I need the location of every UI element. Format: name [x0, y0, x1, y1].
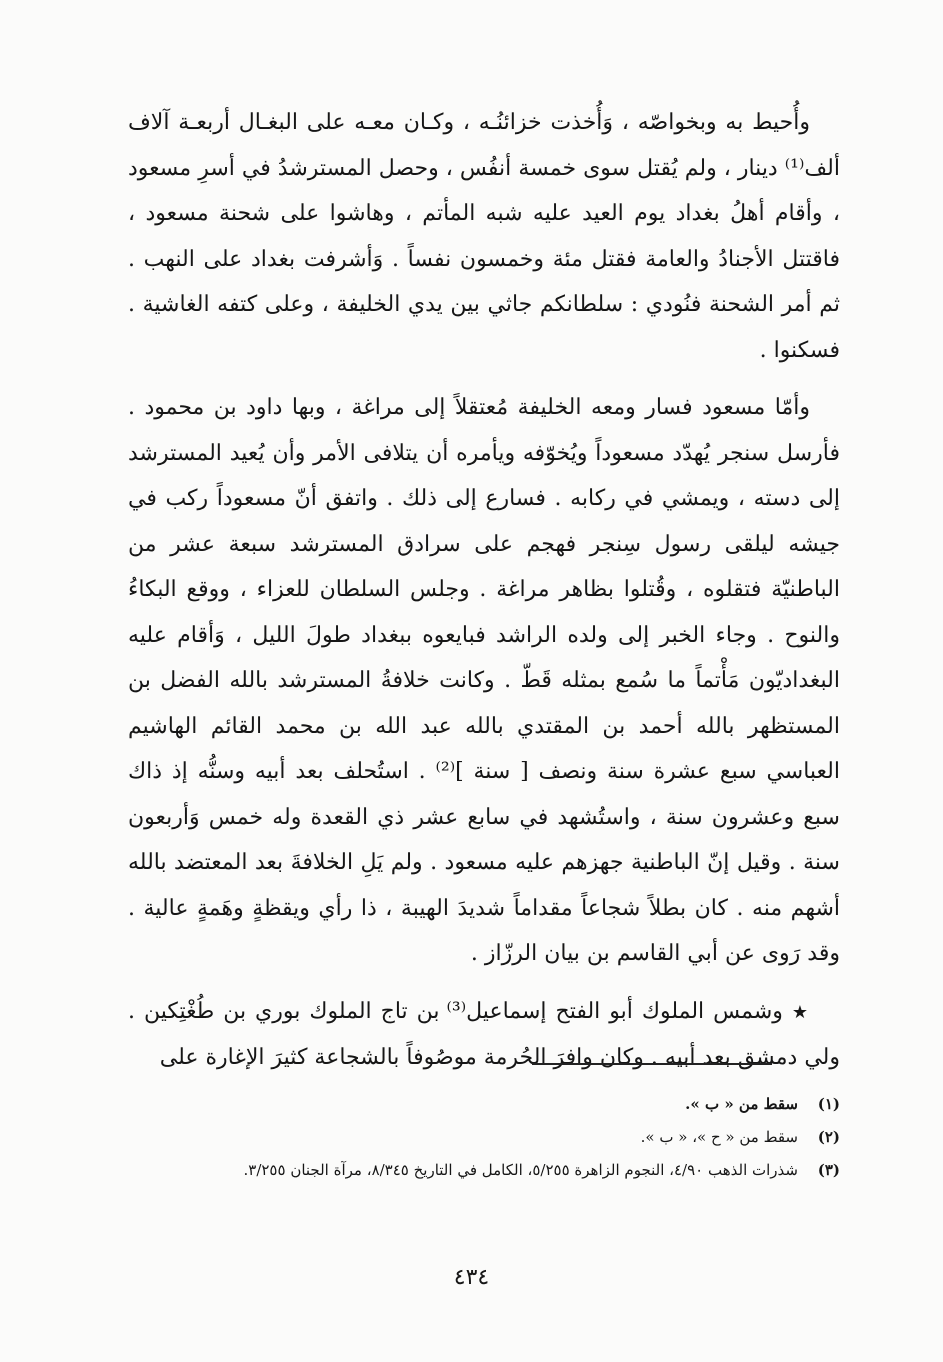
footnote-text: سقط من « ب ». — [685, 1095, 798, 1113]
footnote-text: سقط من « ح »، « ب ». — [640, 1128, 798, 1146]
main-text — [128, 100, 840, 1081]
paragraph-3-text: وشمس الملوك أبو الفتح إسماعيل⁽³⁾ بن تاج الملوك بوري بن طُغْتِكين . ولي دمشق بعد أبيه . وكان وافرَ الحُرمة موصُوفاً بالشجاعة كثيرَ الإغارة على — [128, 998, 840, 1070]
footnote-3 — [128, 1156, 840, 1185]
star-icon: ★ — [791, 1001, 810, 1023]
paragraph-2: وأمّا مسعود فسار ومعه الخليفة مُعتقلاً إلى مراغة ، وبها داود بن محمود . فأرسل سنجر يُهدّد مسعوداً ويُخوّفه ويأمره أن يتلافى الأمر وأن يُعيد المسترشد إلى دسته ، ويمشي في ركابه . فسارع إلى ذلك . واتفق أنّ مسعوداً ركب في جيشه ليلقى رسول سِنجر فهجم على سرادق المسترشد سبعة عشر من الباطنيّة فتقلوه ، وقُتلوا بظاهر مراغة . وجلس السلطان للعزاء ، ووقع البكاءُ والنوح . وجاء الخبر إلى ولده الراشد فبايعوه ببغداد طولَ الليل ، وَأقام عليه البغداديّون مَأْتماً ما سُمع بمثله قَطّ . وكانت خلافةُ المسترشد بالله الفضل بن المستظهر بالله أحمد بن المقتدي بالله عبد الله بن محمد القائم الهاشيم العباسي سبع عشرة سنة ونصف [ سنة ]⁽²⁾ . استُحلف بعد أبيه وسنُّه إذ ذاك سبع وعشرون سنة ، واستُشهد في سابع عشر ذي القعدة وله خمس وَأربعون سنة . وقيل إنّ الباطنية جهزهم عليه مسعود . ولم يَلِ الخلافةَ بعد المعتضد بالله أشهم منه . كان بطلاً شجاعاً مقداماً شديدَ الهيبة ، ذا رأي ويقظةٍ وهَمةٍ عالية . وقد رَوى عن أبي القاسم بن بيان الرزّاز . — [128, 395, 841, 966]
footnote-number: (٢) — [817, 1128, 840, 1146]
footnote-number: (١) — [817, 1095, 840, 1113]
paragraph-1: وأُحيط به وبخواصّه ، وَأُخذت خزائنُـه ، وكـان معـه على البغـال أربعـة آلاف ألف⁽¹⁾ دينار ، ولم يُقتل سوى خمسة أنفُس ، وحصل المسترشدُ في أسرِ مسعود ، وأقام أهلُ بغداد يوم العيد عليه شبه المأتم ، وهاشوا على شحنة مسعود ، فاقتتل الأجنادُ والعامة فقتل مئة وخمسون نفساً . وَأشرفت بغداد على النهب . ثم أمر الشحنة فنُودي : سلطانكم جاثي بين يدي الخليفة ، وعلى كتفه الغاشية . فسكنوا . — [128, 110, 840, 363]
footnote-number: (٣) — [817, 1161, 840, 1179]
footnote-1 — [128, 1090, 840, 1119]
footnote-2 — [128, 1123, 840, 1152]
page-number: ٤٣٤ — [453, 1265, 490, 1290]
paragraph-3 — [128, 989, 840, 1081]
footnotes — [128, 1090, 840, 1189]
footnote-text: شذرات الذهب ٤/٩٠، النجوم الزاهرة ٥/٢٥٥، الكامل في التاريخ ٨/٣٤٥، مرآة الجنان ٣/٢٥٥. — [243, 1161, 798, 1179]
footnote-divider — [532, 1063, 772, 1065]
